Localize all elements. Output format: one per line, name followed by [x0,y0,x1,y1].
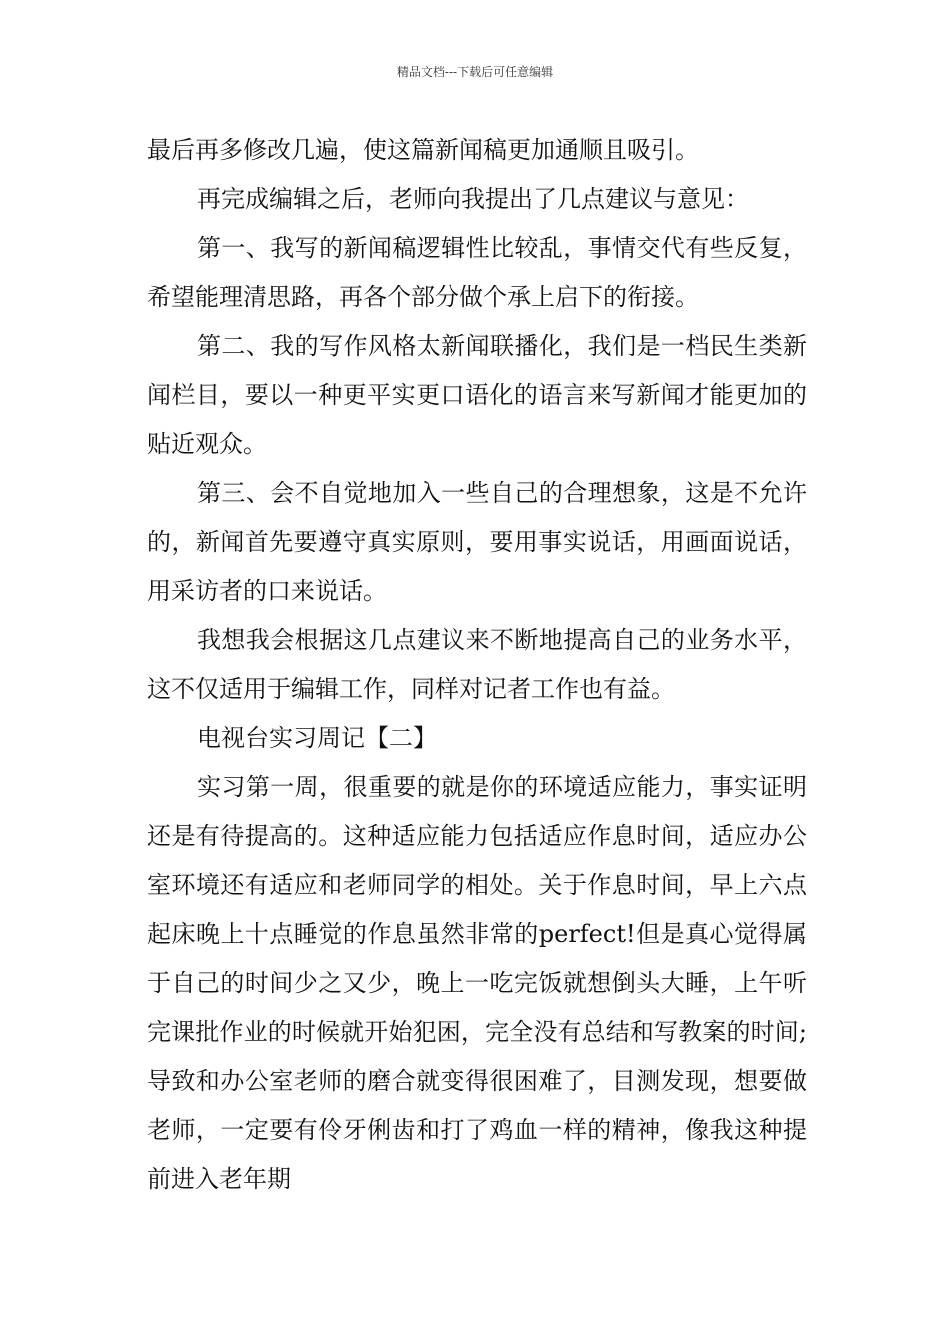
paragraph-point-three: 第三、会不自觉地加入一些自己的合理想象，这是不允许的，新闻首先要遵守真实原则，要用事实说话，用画面说话，用采访者的口来说话。 [147,479,807,605]
document-body [147,126,807,1204]
paragraph-conclusion: 我想我会根据这几点建议来不断地提高自己的业务水平，这不仅适用于编辑工作，同样对记者工作也有益。 [147,626,807,703]
paragraph-point-two: 第二、我的写作风格太新闻联播化，我们是一档民生类新闻栏目，要以一种更平实更口语化的语言来写新闻才能更加的贴近观众。 [147,332,807,458]
page-header: 精品文档---下载后可任意编辑 [396,65,554,79]
paragraph-feedback-intro: 再完成编辑之后，老师向我提出了几点建议与意见： [197,185,749,213]
paragraph-week-one: 实习第一周，很重要的就是你的环境适应能力，事实证明还是有待提高的。这种适应能力包括适应作息时间，适应办公室环境还有适应和老师同学的相处。关于作息时间，早上六点起床晚上十点睡觉的作息虽然非常的perfect!但是真心觉得属于自己的时间少之又少，晚上一吃完饭就想倒头大睡，上午听完课批作业的时候就开始犯困，完全没有总结和写教案的时间;导致和办公室老师的磨合就变得很困难了，目测发现，想要做老师，一定要有伶牙俐齿和打了鸡血一样的精神，像我这种提前进入老年期 [147,773,807,1193]
section-heading: 电视台实习周记【二】 [197,724,437,752]
paragraph-continuation: 最后再多修改几遍，使这篇新闻稿更加通顺且吸引。 [147,136,699,164]
paragraph-point-one: 第一、我写的新闻稿逻辑性比较乱，事情交代有些反复，希望能理清思路，再各个部分做个承上启下的衔接。 [147,234,807,311]
